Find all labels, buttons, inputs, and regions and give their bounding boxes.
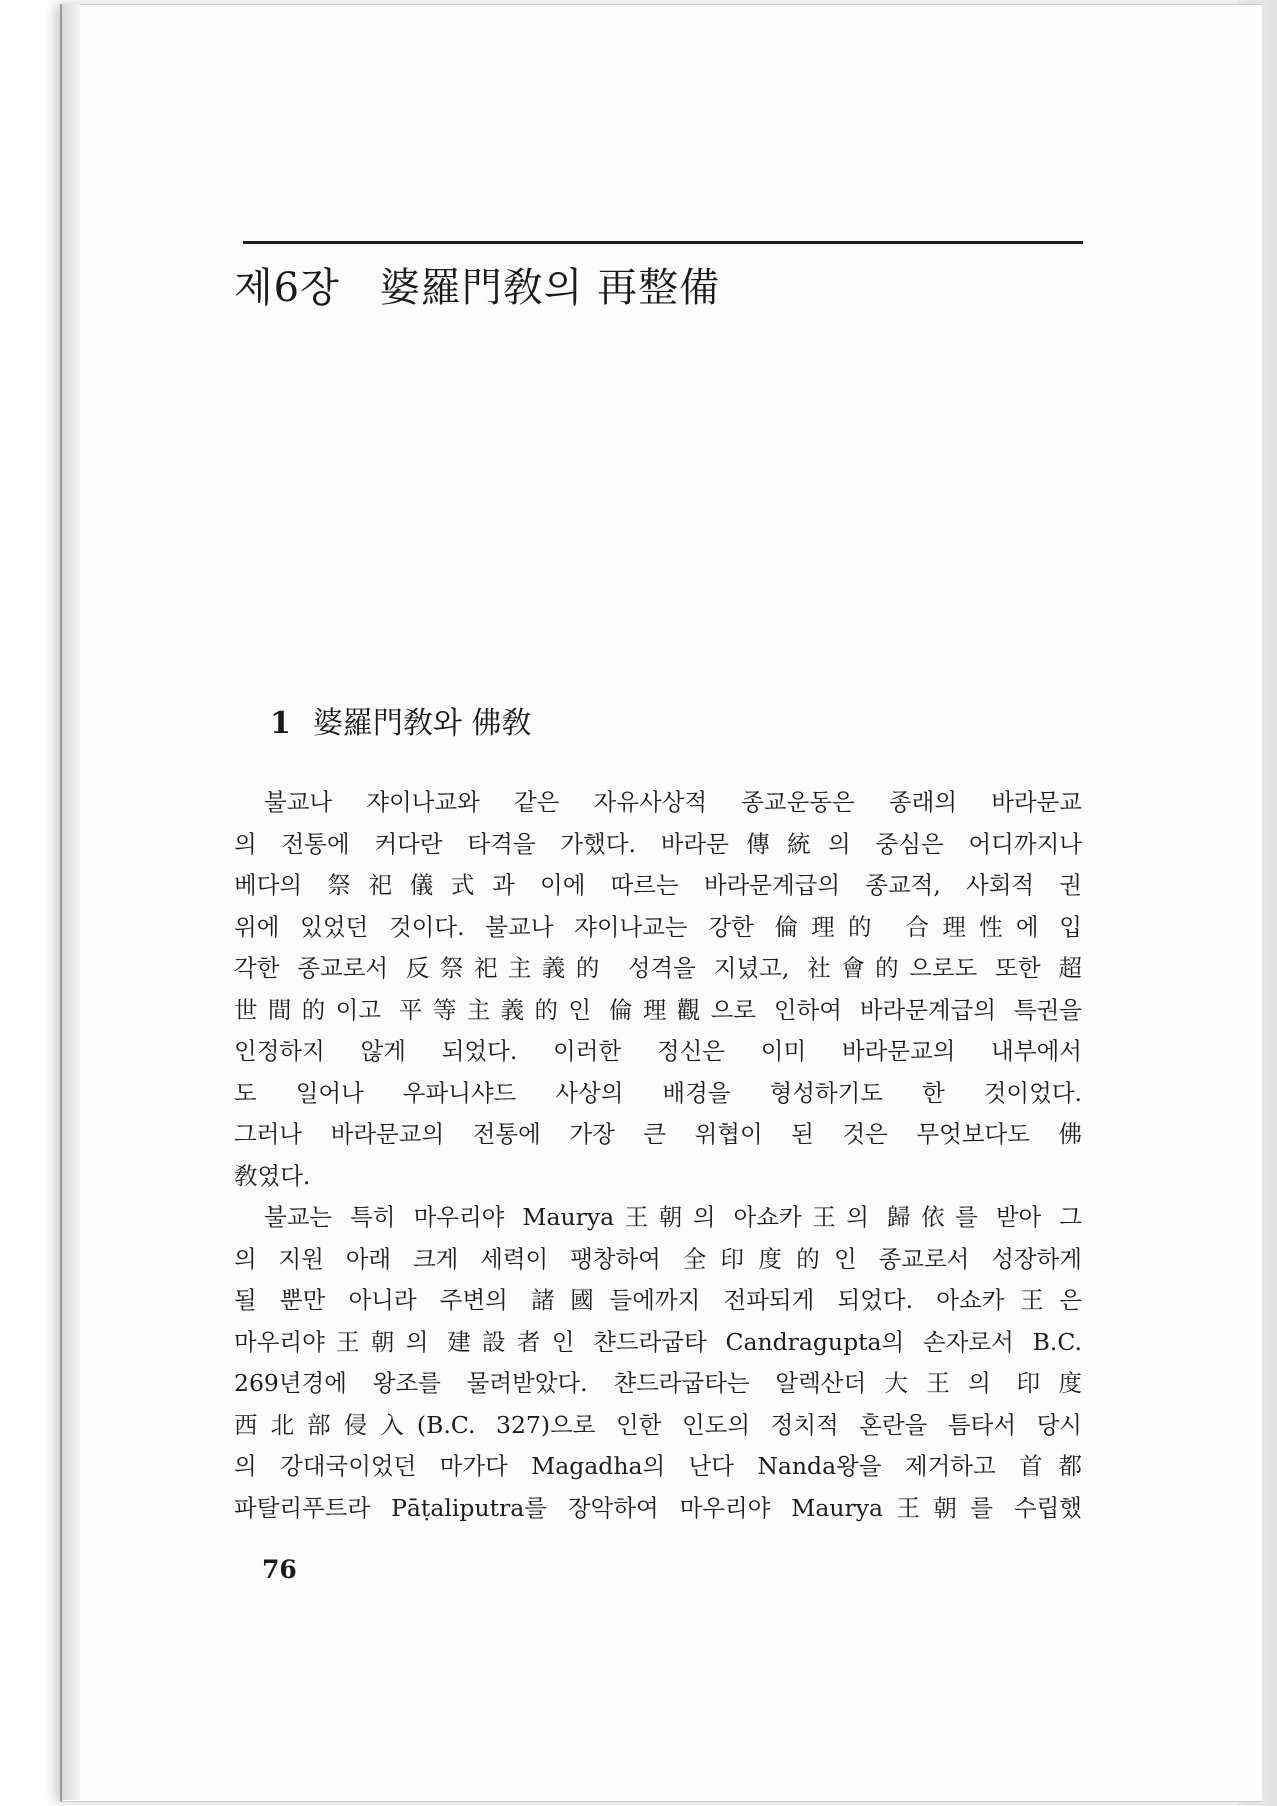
chapter-title <box>234 256 720 313</box>
text-line: 敎였다. <box>234 1161 311 1190</box>
chapter-top-rule <box>243 241 1083 244</box>
text-line: 의 강대국이었던 마가다 Magadha의 난다 Nanda왕을 제거하고 首都 <box>234 1452 1082 1480</box>
chapter-title-text: 婆羅門敎의 再整備 <box>379 265 721 311</box>
text-line: 269년경에 왕조를 물려받았다. 챤드라굽타는 알렉산더大王의 印度 <box>234 1369 1082 1397</box>
text-line: 도 일어나 우파니샤드 사상의 배경을 형성하기도 한 것이었다. <box>234 1078 1082 1107</box>
chapter-number: 제6장 <box>234 265 340 311</box>
text-line: 위에 있었던 것이다. 불교나 쟈이나교는 강한 倫理的 合理性에 입 <box>234 912 1082 941</box>
text-line: 世間的이고 平等主義的인 倫理觀으로 인하여 바라문계급의 특권을 <box>234 995 1082 1024</box>
text-line: 될 뿐만 아니라 주변의 諸國들에까지 전파되게 되었다. 아쇼카王은 <box>234 1286 1082 1314</box>
text-line: 의 전통에 커다란 타격을 가했다. 바라문傳統의 중심은 어디까지나 <box>234 829 1082 858</box>
text-line: 인정하지 않게 되었다. 이러한 정신은 이미 바라문교의 내부에서 <box>234 1037 1082 1065</box>
text-line: 각한 종교로서 反祭祀主義的 성격을 지녔고, 社會的으로도 또한 超 <box>234 954 1082 982</box>
text-line: 그러나 바라문교의 전통에 가장 큰 위협이 된 것은 무엇보다도 佛 <box>234 1120 1082 1148</box>
paragraph-1 <box>234 782 1082 1197</box>
page-binding-edge <box>62 4 80 1800</box>
text-line: 베다의 祭祀儀式과 이에 따르는 바라문계급의 종교적, 사회적 권 <box>234 871 1082 899</box>
section-number: 1 <box>270 706 291 741</box>
text-line: 불교나 쟈이나교와 같은 자유사상적 종교운동은 종래의 바라문교 <box>264 788 1082 816</box>
section-title: 婆羅門敎와 佛敎 <box>312 706 532 741</box>
text-line: 파탈리푸트라 Pāṭaliputra를 장악하여 마우리야 Maurya王朝를 수립했 <box>234 1493 1082 1522</box>
text-line: 西北部侵入(B.C. 327)으로 인한 인도의 정치적 혼란을 틈타서 당시 <box>234 1410 1082 1439</box>
section-heading <box>270 698 531 742</box>
page-number: 76 <box>262 1555 297 1584</box>
text-line: 의 지원 아래 크게 세력이 팽창하여 全印度的인 종교로서 성장하게 <box>234 1244 1082 1273</box>
paragraph-2 <box>234 1197 1082 1529</box>
body-text <box>234 782 1082 1529</box>
text-line: 불교는 특히 마우리야 Maurya王朝의 아쇼카王의 歸依를 받아 그 <box>264 1203 1082 1231</box>
text-line: 마우리야王朝의 建設者인 챤드라굽타 Candragupta의 손자로서 B.C. <box>234 1327 1082 1356</box>
